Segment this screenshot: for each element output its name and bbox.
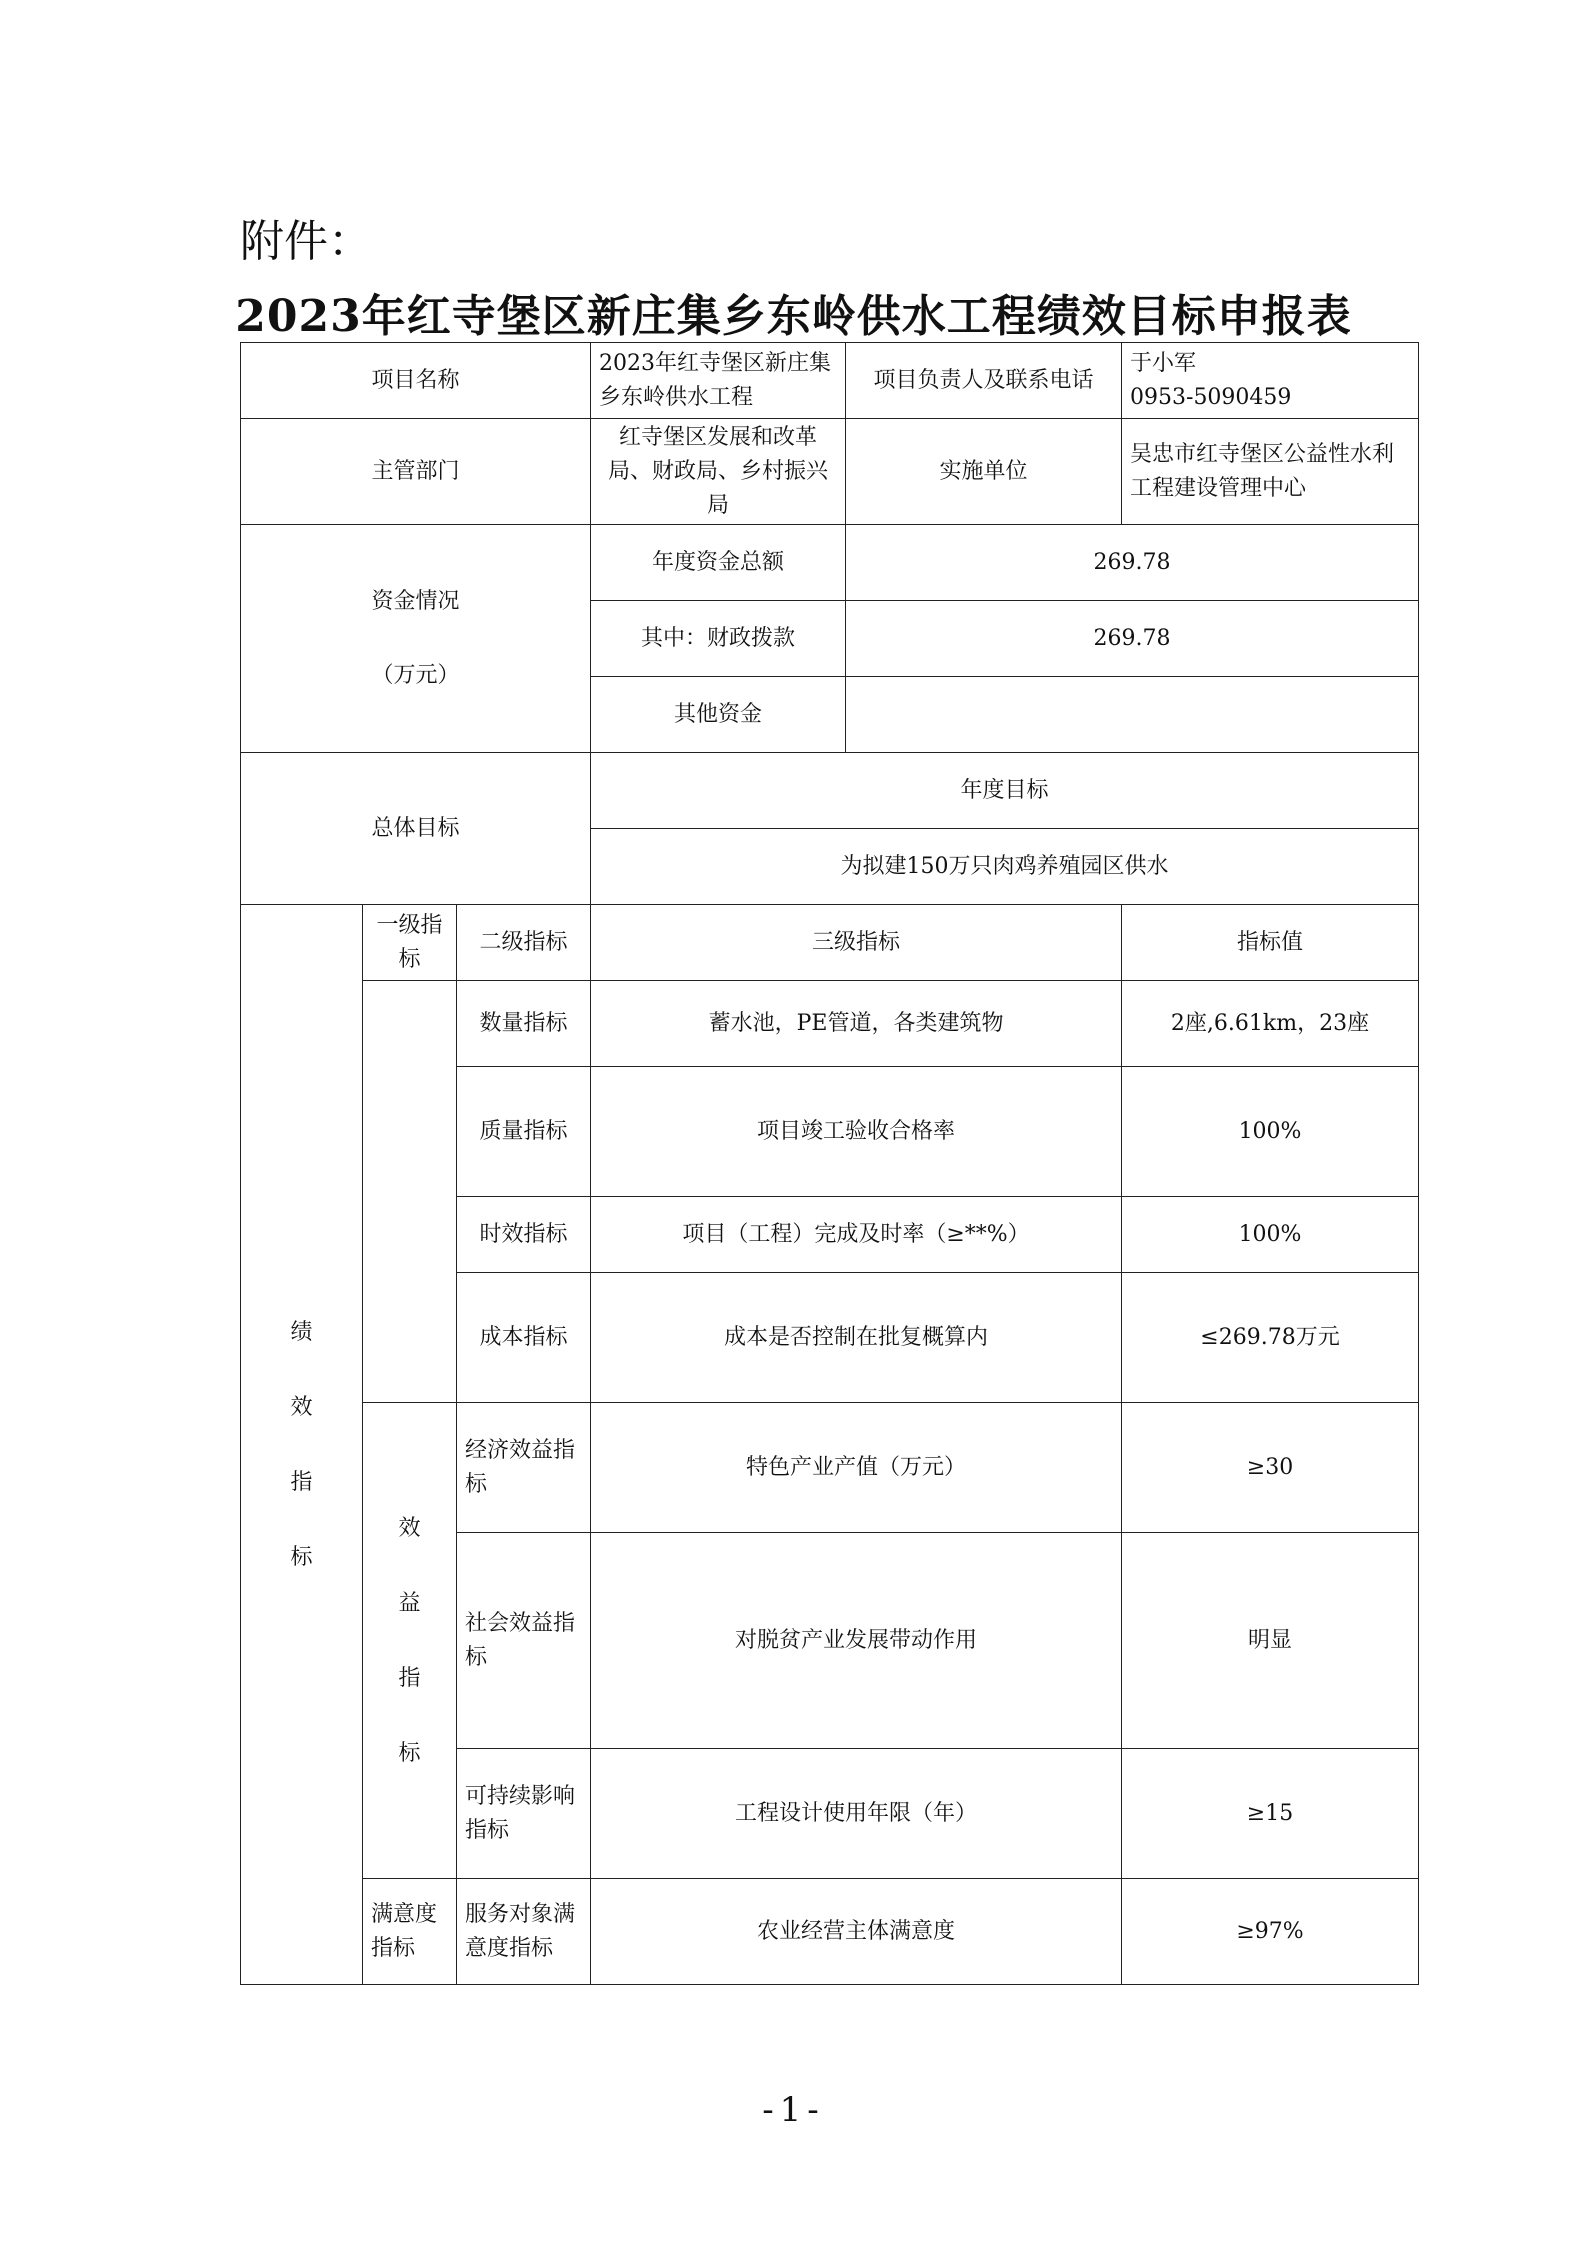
goal-annual-label: 年度目标 [591,753,1419,829]
benefit-char: 效 [398,1515,421,1541]
funds-fiscal-label: 其中：财政拨款 [591,601,846,677]
project-name-value: 2023年红寺堡区新庄集乡东岭供水工程 [591,343,846,419]
project-contact-label: 项目负责人及联系电话 [846,343,1122,419]
satisfaction-indicator-label: 满意度指标 [363,1879,457,1985]
department-row [241,419,1419,525]
indicator-value: ≤269.78万元 [1122,1273,1419,1403]
goal-header-row [241,753,1419,829]
indicator-level2: 可持续影响指标 [457,1749,591,1879]
performance-goal-table [240,342,1419,1985]
perf-char: 效 [290,1394,313,1420]
indicator-value: ≥97% [1122,1879,1419,1985]
funds-total-row [241,525,1419,601]
contact-name: 于小军 [1130,350,1197,376]
indicator-level3: 工程设计使用年限（年） [591,1749,1122,1879]
document-title: 2023年红寺堡区新庄集乡东岭供水工程绩效目标申报表 [235,291,1352,342]
indicator-value: 明显 [1122,1533,1419,1749]
funds-fiscal-value: 269.78 [846,601,1419,677]
indicator-row [241,1879,1419,1985]
project-name-label: 项目名称 [241,343,591,419]
funds-total-value: 269.78 [846,525,1419,601]
project-contact-value [1122,343,1419,419]
funds-total-label: 年度资金总额 [591,525,846,601]
indicator-level2: 服务对象满意度指标 [457,1879,591,1985]
indicator-value: 100% [1122,1067,1419,1197]
benefit-indicator-label [363,1403,457,1879]
contact-phone: 0953-5090459 [1130,384,1292,410]
project-name-row [241,343,1419,419]
performance-indicator-label [241,905,363,1985]
indicator-level3: 成本是否控制在批复概算内 [591,1273,1122,1403]
perf-char: 标 [290,1544,313,1570]
header-level2: 二级指标 [457,905,591,981]
funds-other-label: 其他资金 [591,677,846,753]
funds-label-line1: 资金情况 [371,588,460,614]
indicator-level3: 项目竣工验收合格率 [591,1067,1122,1197]
header-level1: 一级指标 [363,905,457,981]
funds-label-line2: （万元） [371,662,460,688]
goal-label: 总体目标 [241,753,591,905]
indicator-level3: 特色产业产值（万元） [591,1403,1122,1533]
indicator-value: 2座,6.61km，23座 [1122,981,1419,1067]
indicator-value: ≥30 [1122,1403,1419,1533]
unit-value: 吴忠市红寺堡区公益性水利工程建设管理中心 [1122,419,1419,525]
header-level3: 三级指标 [591,905,1122,981]
header-value: 指标值 [1122,905,1419,981]
indicator-level2: 质量指标 [457,1067,591,1197]
benefit-char: 指 [398,1665,421,1691]
benefit-char: 益 [398,1590,421,1616]
indicator-row [241,1403,1419,1533]
indicator-level3: 蓄水池，PE管道，各类建筑物 [591,981,1122,1067]
indicator-level2: 数量指标 [457,981,591,1067]
funds-label [241,525,591,753]
indicator-value: 100% [1122,1197,1419,1273]
dept-label: 主管部门 [241,419,591,525]
indicator-level3: 对脱贫产业发展带动作用 [591,1533,1122,1749]
unit-label: 实施单位 [846,419,1122,525]
indicator-level2: 时效指标 [457,1197,591,1273]
indicator-level2: 社会效益指标 [457,1533,591,1749]
dept-value: 红寺堡区发展和改革局、财政局、乡村振兴局 [591,419,846,525]
indicator-level2: 成本指标 [457,1273,591,1403]
perf-char: 指 [290,1469,313,1495]
page-number: -1- [762,2090,825,2130]
attachment-label: 附件： [240,216,372,267]
goal-annual-value: 为拟建150万只肉鸡养殖园区供水 [591,829,1419,905]
indicator-level3: 农业经营主体满意度 [591,1879,1122,1985]
output-indicator-cell [363,981,457,1403]
indicator-level2: 经济效益指标 [457,1403,591,1533]
indicator-row [241,981,1419,1067]
indicator-header-row [241,905,1419,981]
funds-other-value [846,677,1419,753]
indicator-level3: 项目（工程）完成及时率（≥**%） [591,1197,1122,1273]
indicator-value: ≥15 [1122,1749,1419,1879]
perf-char: 绩 [290,1319,313,1345]
benefit-char: 标 [398,1740,421,1766]
